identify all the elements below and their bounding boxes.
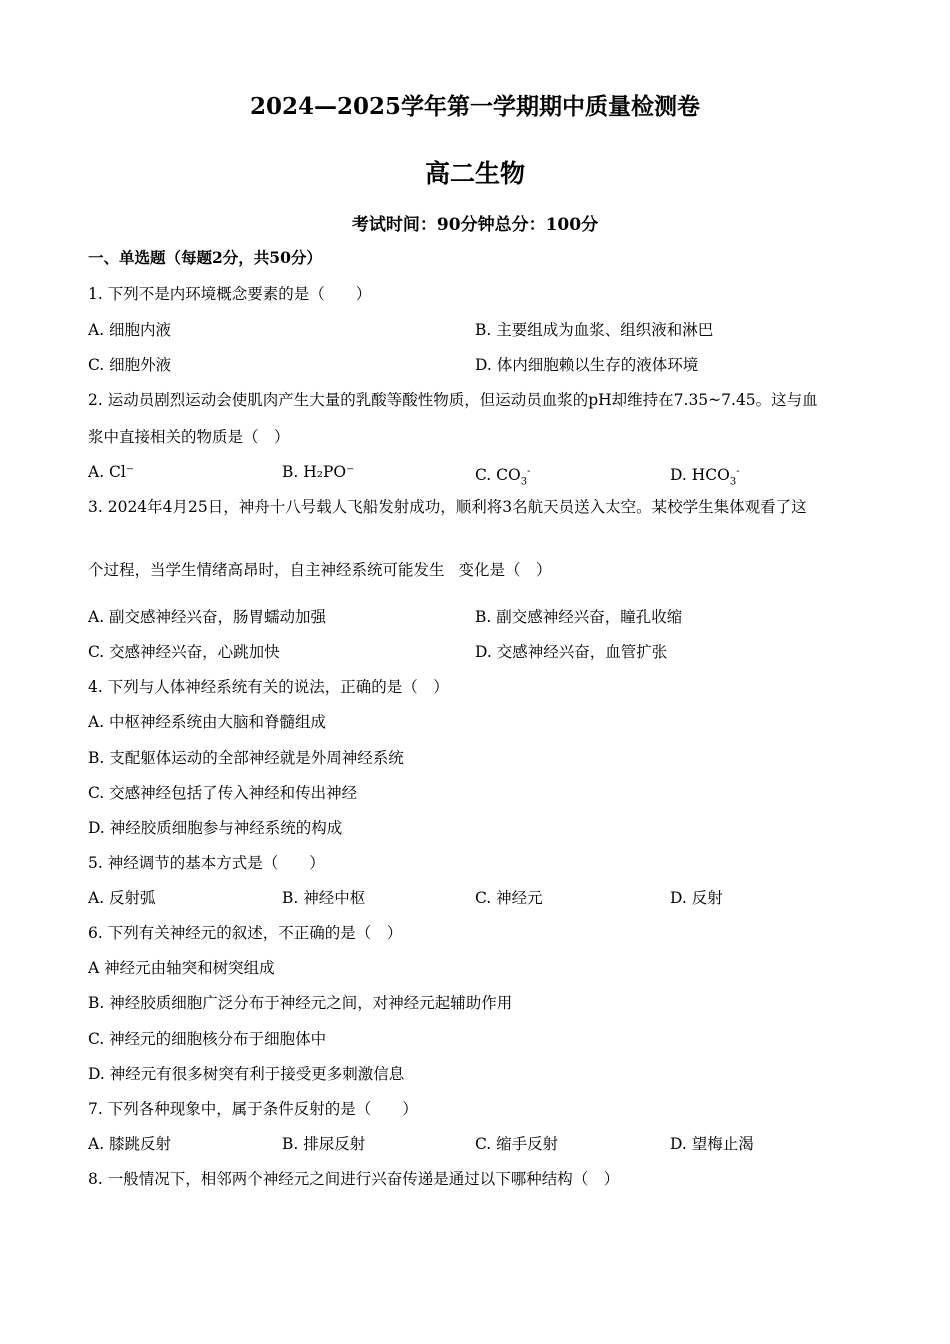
option-b: B. 支配躯体运动的全部神经就是外周神经系统	[88, 749, 404, 767]
question-stem: 2. 运动员剧烈运动会使肌肉产生大量的乳酸等酸性物质，但运动员血浆的pH却维持在7.35~7.45。这与血	[88, 391, 818, 409]
superscript: -	[736, 466, 740, 477]
option-a: A 神经元由轴突和树突组成	[88, 959, 275, 977]
option-b: B. 神经中枢	[282, 889, 366, 907]
option-c	[475, 462, 531, 492]
option-c: C. 细胞外液	[88, 356, 172, 374]
option-b: B. 排尿反射	[282, 1135, 366, 1153]
question-stem: 7. 下列各种现象中，属于条件反射的是（ ）	[88, 1100, 418, 1118]
question-stem-cont	[88, 560, 552, 580]
option-a: A. 膝跳反射	[88, 1135, 172, 1153]
option-a: A. 中枢神经系统由大脑和脊髓组成	[88, 713, 327, 731]
option-d: D. 神经胶质细胞参与神经系统的构成	[88, 819, 343, 837]
stem-part-1: 个过程，当学生情绪高昂时，自主神经系统可能发生	[88, 561, 445, 579]
option-c: C. 神经元	[475, 889, 543, 907]
option-a: A. Cl⁻	[88, 463, 135, 481]
stem-part-2: 变化是（ ）	[458, 561, 552, 579]
option-d	[670, 462, 740, 492]
question-stem: 5. 神经调节的基本方式是（ ）	[88, 854, 325, 872]
question-stem-cont: 浆中直接相关的物质是（ ）	[88, 428, 290, 446]
option-b: B. 神经胶质细胞广泛分布于神经元之间，对神经元起辅助作用	[88, 994, 513, 1012]
option-b: B. 副交感神经兴奋，瞳孔收缩	[475, 608, 683, 626]
question-stem: 3. 2024年4月25日，神舟十八号载人飞船发射成功，顺利将3名航天员送入太空。某校学生集体观看了这	[88, 498, 807, 516]
option-b: B. H₂PO⁻	[282, 463, 355, 481]
option-d: D. 体内细胞赖以生存的液体环境	[475, 356, 699, 374]
question-stem: 4. 下列与人体神经系统有关的说法，正确的是（ ）	[88, 678, 449, 696]
option-d-text: D. HCO	[670, 466, 730, 485]
option-c: C. 神经元的细胞核分布于细胞体中	[88, 1030, 327, 1048]
option-a: A. 细胞内液	[88, 321, 172, 339]
superscript: -	[527, 466, 531, 477]
option-d: D. 望梅止渴	[670, 1135, 754, 1153]
question-stem: 6. 下列有关神经元的叙述，不正确的是（ ）	[88, 924, 403, 942]
option-d: D. 交感神经兴奋，血管扩张	[475, 643, 668, 661]
question-stem: 1. 下列不是内环境概念要素的是（ ）	[88, 285, 372, 303]
subscript: 3	[729, 476, 737, 488]
option-a: A. 副交感神经兴奋，肠胃蠕动加强	[88, 608, 327, 626]
subscript: 3	[520, 476, 528, 488]
section-heading: 一、单选题（每题2分，共50分）	[88, 248, 322, 267]
exam-info: 考试时间：90分钟总分：100分	[351, 215, 599, 235]
option-b: B. 主要组成为血浆、组织液和淋巴	[475, 321, 714, 339]
option-d: D. 神经元有很多树突有利于接受更多刺激信息	[88, 1065, 405, 1083]
exam-title: 2024—2025学年第一学期期中质量检测卷	[249, 93, 701, 120]
option-c: C. 交感神经包括了传入神经和传出神经	[88, 784, 358, 802]
option-c: C. 缩手反射	[475, 1135, 559, 1153]
option-a: A. 反射弧	[88, 889, 156, 907]
subject-title: 高二生物	[424, 159, 525, 188]
option-c: C. 交感神经兴奋，心跳加快	[88, 643, 280, 661]
question-stem: 8. 一般情况下，相邻两个神经元之间进行兴奋传递是通过以下哪种结构（ ）	[88, 1170, 620, 1188]
option-d: D. 反射	[670, 889, 723, 907]
option-c-text: C. CO	[475, 466, 521, 485]
